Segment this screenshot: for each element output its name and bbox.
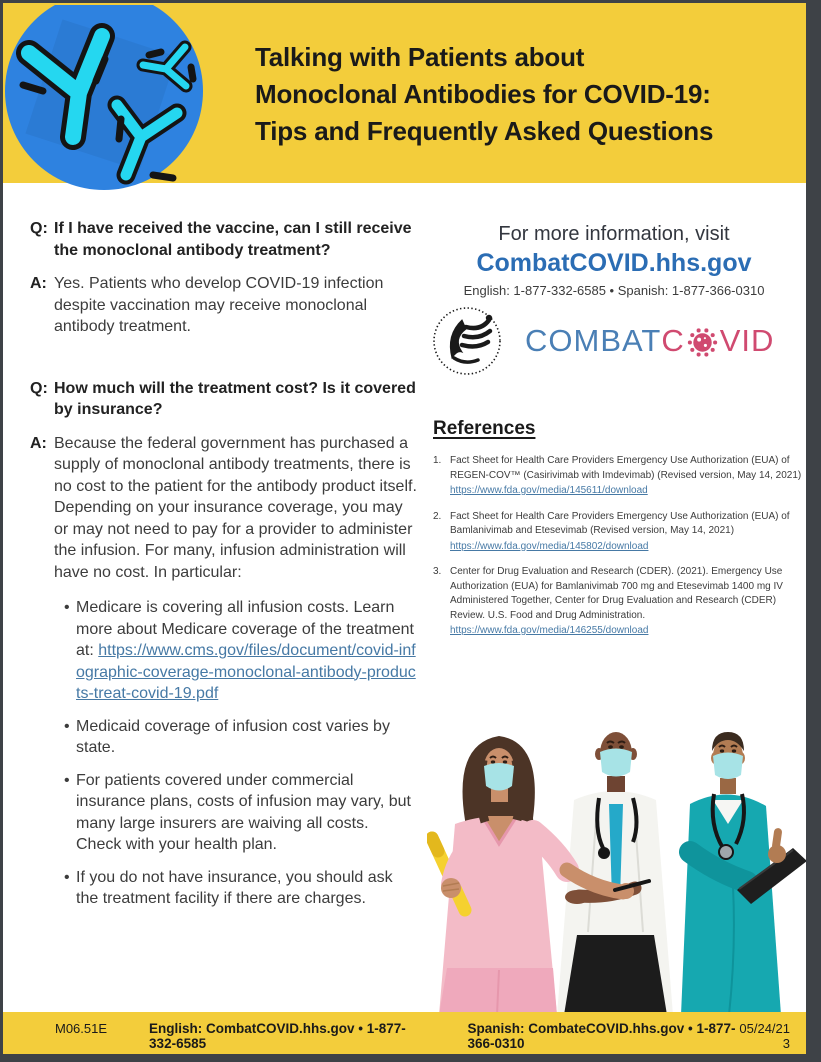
a2-text: Because the federal government has purchased a supply of monoclonal antibody treatments, there is no cost to the patient for the antibody product itself. Depending on your insurance coverage, you may or may not need to pay for a provider to administer the infusion. For many, infusion administration will have no cost. In particular: (54, 434, 417, 581)
document-page (3, 3, 806, 1054)
footer-date: 05/24/21 (739, 1021, 790, 1036)
logo-row (431, 301, 806, 381)
info-block (425, 221, 803, 298)
a2-label: A: (30, 434, 47, 452)
list-item (64, 867, 418, 910)
title-line-3: Tips and Frequently Asked Questions (255, 116, 714, 146)
ref-2-body (450, 510, 805, 555)
footer-band (3, 1012, 806, 1054)
question-2 (30, 378, 418, 421)
virus-icon (686, 326, 719, 359)
ref-2-link[interactable]: https://www.fda.gov/media/145802/download (450, 540, 649, 552)
list-item (64, 770, 418, 856)
combatcovid-logo (525, 323, 774, 359)
bullet-4-text: If you do not have insurance, you should ask the treatment facility if there are charges. (76, 868, 393, 907)
antibody-icon (3, 5, 215, 203)
answer-2 (30, 433, 418, 584)
title-line-2: Monoclonal Antibodies for COVID-19: (255, 79, 711, 109)
document-code: M06.51E (55, 1021, 108, 1036)
ref-2-text: Fact Sheet for Health Care Providers Emergency Use Authorization (EUA) of Bamlanivimab and Etesevimab (Revised version, May 14, 2021) (450, 510, 790, 536)
spacer (30, 350, 418, 378)
footer-date-page (739, 1021, 790, 1051)
list-item (64, 716, 418, 759)
reference-3 (433, 565, 805, 639)
page-title (255, 39, 795, 150)
title-line-1: Talking with Patients about (255, 42, 585, 72)
question-1 (30, 218, 418, 261)
ref-3-text: Center for Drug Evaluation and Research (CDER). (2021). Emergency Use Authorization (EUA) for Bamlanivimab 700 mg and Etesevimab 1400 mg IV Administered Together, Center for Drug Evaluation and Research (CDER) Review. U.S. Food and Drug Administration. (450, 566, 783, 621)
ref-3-link[interactable]: https://www.fda.gov/media/146255/download (450, 625, 649, 636)
bullet-1-body: Medicare is covering all infusion costs. Learn more about Medicare coverage of the treatment at: (76, 599, 414, 659)
q2-text: How much will the treatment cost? Is it covered by insurance? (54, 379, 416, 418)
ref-3-body (450, 565, 805, 639)
reference-1 (433, 454, 805, 499)
q1-label: Q: (30, 220, 48, 237)
list-item (64, 597, 418, 705)
ref-1-link[interactable]: https://www.fda.gov/media/145611/download (450, 485, 648, 496)
combatcovid-site-link[interactable]: CombatCOVID.hhs.gov (476, 249, 752, 277)
footer-spanish-contact: Spanish: CombateCOVID.hhs.gov • 1-877-366-0310 (467, 1021, 736, 1051)
bullet-glyph: • (64, 868, 70, 886)
ref-1-body (450, 454, 805, 499)
hhs-seal-icon (431, 305, 503, 377)
logo-c-text: C (661, 323, 685, 358)
bullet-glyph: • (64, 717, 70, 735)
bullet-3-text: For patients covered under commercial insurance plans, costs of infusion may vary, but many large insurers are waiving all costs. Check with your health plan. (76, 771, 411, 853)
ref-1-text: Fact Sheet for Health Care Providers Emergency Use Authorization (EUA) of REGEN-COV™ (Casirivimab with Imdevimab) (Revised version, May 14, 2021) (450, 455, 802, 481)
a1-label: A: (30, 275, 47, 292)
references-section (433, 418, 805, 650)
a1-text: Yes. Patients who develop COVID-19 infection despite vaccination may receive monoclonal antibody treatment. (54, 275, 384, 335)
cms-coverage-link[interactable]: https://www.cms.gov/files/document/covid-infographic-coverage-monoclonal-antibody-products-treat-covid-19.pdf (76, 642, 416, 702)
logo-combat-text: COMBAT (525, 323, 662, 358)
bullet-2-text: Medicaid coverage of infusion cost varies by state. (76, 717, 390, 756)
ref-1-number: 1. (433, 455, 442, 466)
healthcare-workers-illustration (427, 720, 806, 1015)
bullet-1-text (76, 597, 418, 705)
phone-numbers: English: 1-877-332-6585 • Spanish: 1-877-366-0310 (463, 283, 765, 298)
qa-column (30, 218, 418, 921)
page-number: 3 (782, 1036, 790, 1051)
ref-2-number: 2. (433, 510, 442, 522)
answer-1 (30, 273, 418, 338)
cost-bullet-list (64, 597, 418, 910)
reference-2 (433, 510, 805, 555)
bullet-glyph: • (64, 599, 70, 616)
references-heading: References (433, 418, 536, 439)
ref-3-number: 3. (433, 566, 442, 577)
q1-text: If I have received the vaccine, can I still receive the monoclonal antibody treatment? (54, 220, 412, 259)
more-info-text: For more information, visit (498, 223, 730, 245)
logo-vid-text: VID (719, 323, 775, 358)
q2-label: Q: (30, 379, 48, 397)
footer-english-contact: English: CombatCOVID.hhs.gov • 1-877-332-6585 (149, 1021, 406, 1051)
bullet-glyph: • (64, 771, 70, 789)
